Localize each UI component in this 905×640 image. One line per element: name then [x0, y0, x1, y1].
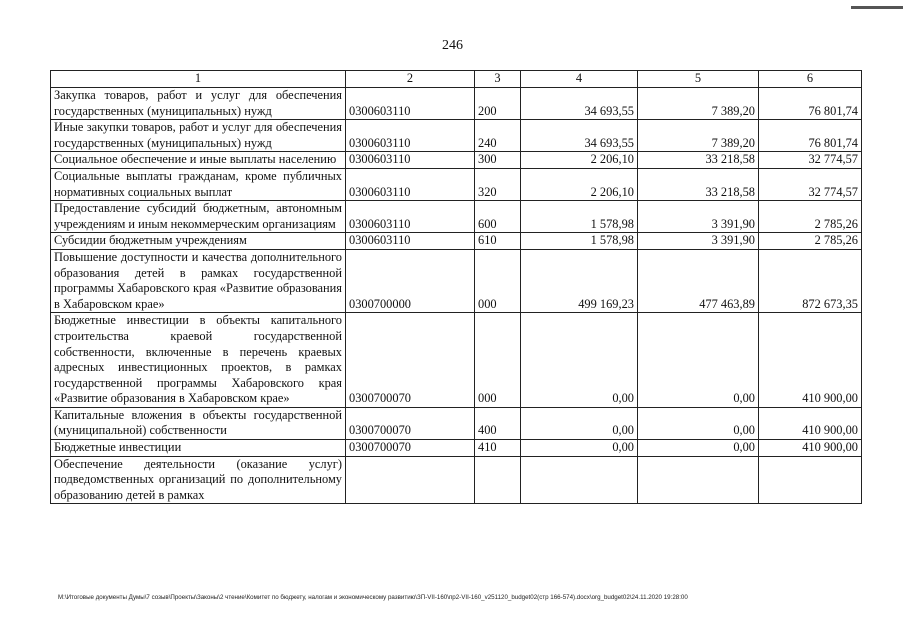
row-value-1: 0,00	[521, 440, 638, 457]
column-header: 6	[759, 71, 862, 88]
row-value-1: 2 206,10	[521, 152, 638, 169]
column-header: 5	[638, 71, 759, 88]
row-name: Бюджетные инвестиции	[51, 440, 346, 457]
row-value-3: 76 801,74	[759, 120, 862, 152]
row-value-2: 0,00	[638, 407, 759, 439]
row-value-2: 3 391,90	[638, 201, 759, 233]
column-header: 1	[51, 71, 346, 88]
row-value-1: 1 578,98	[521, 233, 638, 250]
row-value-3: 410 900,00	[759, 407, 862, 439]
row-name: Капитальные вложения в объекты государственной (муниципальной) собственности	[51, 407, 346, 439]
row-value-3: 410 900,00	[759, 440, 862, 457]
row-name: Бюджетные инвестиции в объекты капитального строительства краевой государственной собственности, включенные в перечень краевых адресных инвестиционных проектов, в рамках государственной программы Хабаровского края «Развитие образования в Хабаровском крае»	[51, 313, 346, 408]
row-vr: 400	[475, 407, 521, 439]
row-value-1: 0,00	[521, 313, 638, 408]
row-vr: 610	[475, 233, 521, 250]
table-row	[51, 168, 862, 200]
row-value-1: 0,00	[521, 407, 638, 439]
row-value-3	[759, 456, 862, 504]
row-code: 0300700000	[346, 249, 475, 312]
row-value-3: 410 900,00	[759, 313, 862, 408]
row-value-3: 2 785,26	[759, 233, 862, 250]
row-name: Обеспечение деятельности (оказание услуг) подведомственных организаций по дополнительному образованию детей в рамках	[51, 456, 346, 504]
row-name: Социальное обеспечение и иные выплаты населению	[51, 152, 346, 169]
row-vr: 600	[475, 201, 521, 233]
row-code: 0300603110	[346, 233, 475, 250]
row-name: Повышение доступности и качества дополнительного образования детей в рамках государственной программы Хабаровского края «Развитие образования в Хабаровском крае»	[51, 249, 346, 312]
scan-edge-mark	[851, 6, 903, 9]
row-name: Социальные выплаты гражданам, кроме публичных нормативных социальных выплат	[51, 168, 346, 200]
row-code: 0300700070	[346, 440, 475, 457]
row-value-2: 33 218,58	[638, 152, 759, 169]
table-row	[51, 313, 862, 408]
row-value-2: 33 218,58	[638, 168, 759, 200]
column-header: 3	[475, 71, 521, 88]
row-vr: 300	[475, 152, 521, 169]
row-vr: 000	[475, 249, 521, 312]
row-code: 0300603110	[346, 120, 475, 152]
row-vr: 320	[475, 168, 521, 200]
table-row	[51, 249, 862, 312]
row-value-3: 2 785,26	[759, 201, 862, 233]
column-header: 4	[521, 71, 638, 88]
table-row	[51, 407, 862, 439]
row-vr: 000	[475, 313, 521, 408]
row-value-1: 34 693,55	[521, 88, 638, 120]
row-name: Предоставление субсидий бюджетным, автономным учреждениям и иным некоммерческим организациям	[51, 201, 346, 233]
row-value-3: 32 774,57	[759, 152, 862, 169]
row-value-2: 7 389,20	[638, 88, 759, 120]
row-vr: 200	[475, 88, 521, 120]
budget-table	[50, 70, 862, 504]
row-value-2: 7 389,20	[638, 120, 759, 152]
row-value-2: 477 463,89	[638, 249, 759, 312]
row-code: 0300603110	[346, 168, 475, 200]
row-code: 0300700070	[346, 313, 475, 408]
table-row	[51, 88, 862, 120]
table-row	[51, 456, 862, 504]
row-code: 0300603110	[346, 88, 475, 120]
row-code: 0300603110	[346, 201, 475, 233]
row-value-2: 0,00	[638, 313, 759, 408]
table-row	[51, 233, 862, 250]
row-value-3: 76 801,74	[759, 88, 862, 120]
table-row	[51, 201, 862, 233]
row-vr: 410	[475, 440, 521, 457]
row-name: Закупка товаров, работ и услуг для обеспечения государственных (муниципальных) нужд	[51, 88, 346, 120]
row-vr: 240	[475, 120, 521, 152]
row-code	[346, 456, 475, 504]
row-value-2	[638, 456, 759, 504]
row-value-1: 34 693,55	[521, 120, 638, 152]
row-code: 0300700070	[346, 407, 475, 439]
row-code: 0300603110	[346, 152, 475, 169]
row-name: Иные закупки товаров, работ и услуг для обеспечения государственных (муниципальных) нужд	[51, 120, 346, 152]
page-number: 246	[442, 38, 463, 53]
table-row	[51, 152, 862, 169]
row-value-2: 0,00	[638, 440, 759, 457]
row-value-3: 32 774,57	[759, 168, 862, 200]
table-row	[51, 120, 862, 152]
row-value-1: 1 578,98	[521, 201, 638, 233]
column-header: 2	[346, 71, 475, 88]
row-value-1	[521, 456, 638, 504]
row-value-3: 872 673,35	[759, 249, 862, 312]
row-value-1: 2 206,10	[521, 168, 638, 200]
document-file-path: M:\Итоговые документы Думы\7 созыв\Проекты\Законы\2 чтение\Комитет по бюджету, налогам и экономическому развитию\ЗП-VII-160\пр2-VII-160_v251120_budget02(стр 166-574).docx\org_budget02\24.11.2020 19:28:00	[58, 594, 688, 601]
row-value-1: 499 169,23	[521, 249, 638, 312]
table-header-row	[51, 71, 862, 88]
row-value-2: 3 391,90	[638, 233, 759, 250]
row-vr	[475, 456, 521, 504]
row-name: Субсидии бюджетным учреждениям	[51, 233, 346, 250]
table-row	[51, 440, 862, 457]
